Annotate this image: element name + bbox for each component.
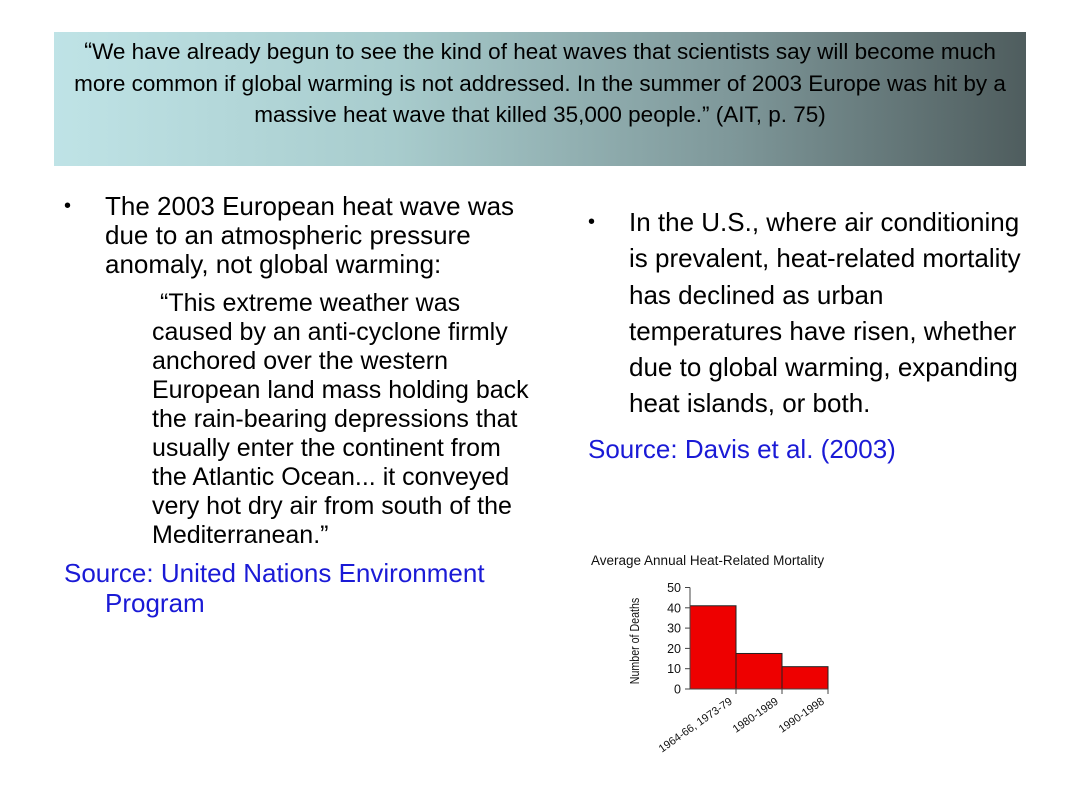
banner-open-quote: “ [84, 38, 93, 65]
left-column [64, 192, 534, 618]
quote-banner [54, 32, 1026, 166]
left-bullet [64, 192, 534, 279]
bar [782, 667, 828, 689]
y-tick-label: 40 [667, 601, 681, 616]
unep-quote-text: “This extreme weather was caused by an anti-cyclone firmly anchored over the western European land mass holding back the rain-bearing depressions that usually enter the continent from the Atlantic Ocean... it conveyed very hot dry air from south of the Mediterranean.” [152, 289, 529, 549]
source-davis: Source: Davis et al. (2003) [588, 433, 896, 464]
x-category-label: 1980-1989 [730, 695, 781, 736]
unep-quote [152, 289, 532, 550]
x-category-label: 1990-1998 [776, 695, 827, 736]
left-bullet-text: The 2003 European heat wave was due to an atmospheric pressure anomaly, not global warming: [105, 191, 515, 279]
y-tick-label: 10 [667, 662, 681, 677]
x-axis-labels [657, 696, 827, 756]
banner-quote-text: We have already begun to see the kind of heat waves that scientists say will become much more common if global warming is not addressed. In the summer of 2003 Europe was hit by a massive heat wave that killed 35,000 people.” (AIT, p. 75) [74, 39, 1006, 127]
y-axis-ticks [667, 581, 690, 697]
y-tick-label: 30 [667, 621, 681, 636]
bullet-icon: • [64, 195, 72, 217]
mortality-bar-chart [586, 548, 916, 776]
source-unep: Source: United Nations Environment Program [64, 558, 485, 618]
bullet-icon: • [588, 211, 596, 233]
bars [690, 606, 828, 694]
bar [690, 606, 736, 689]
y-tick-label: 50 [667, 581, 681, 595]
y-tick-label: 20 [667, 641, 681, 656]
right-bullet-text: In the U.S., where air conditioning is prevalent, heat-related mortality has declined as urban temperatures have risen, whether due to global warming, expanding heat islands, or both. [629, 207, 1021, 419]
chart-y-axis-label: Number of Deaths [626, 597, 643, 685]
y-tick-label: 0 [674, 682, 681, 697]
bar [736, 653, 782, 689]
chart-title: Average Annual Heat-Related Mortality [591, 553, 825, 568]
x-category-label: 1964-66, 1973-79 [656, 695, 735, 756]
right-column [588, 204, 1028, 466]
right-bullet [588, 204, 1028, 422]
